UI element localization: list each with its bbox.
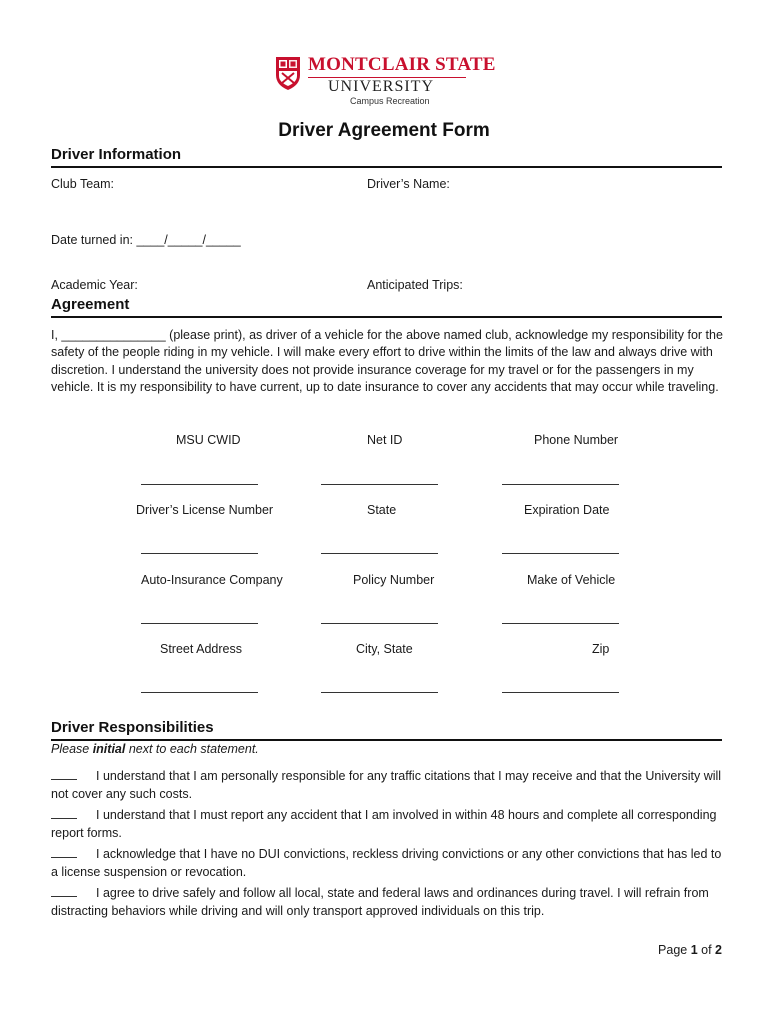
zip-input-line[interactable] — [502, 692, 619, 693]
phone-number-label: Phone Number — [534, 433, 619, 447]
city-state-input-line[interactable] — [321, 692, 438, 693]
initial-blank[interactable] — [51, 845, 77, 858]
section-divider — [51, 739, 722, 741]
page-number — [658, 943, 722, 957]
state-input-line[interactable] — [321, 553, 438, 554]
city-state-label: City, State — [356, 642, 413, 656]
logo-wordmark-university: UNIVERSITY — [328, 78, 434, 95]
make-of-vehicle-input-line[interactable] — [502, 623, 619, 624]
policy-number-label: Policy Number — [353, 573, 435, 587]
date-turned-in-field[interactable]: Date turned in: ____/_____/_____ — [51, 233, 241, 247]
street-address-label: Street Address — [160, 642, 242, 656]
page-current: 1 — [690, 943, 698, 957]
street-address-input-line[interactable] — [141, 692, 258, 693]
net-id-input-line[interactable] — [321, 484, 438, 485]
initial-blank[interactable] — [51, 884, 77, 897]
make-of-vehicle-label: Make of Vehicle — [527, 573, 616, 587]
statement-text: I agree to drive safely and follow all local, state and federal laws and ordinances during travel. I will refrain from distracting behaviors while driving and will only transport approved individuals on this trip. — [51, 886, 709, 918]
drivers-name-field[interactable]: Driver’s Name: — [367, 177, 450, 191]
instruction-emphasis: initial — [92, 742, 126, 756]
net-id-label: Net ID — [367, 433, 403, 447]
statement-text: I acknowledge that I have no DUI convictions, reckless driving convictions or any other convictions that has led to a license suspension or revocation. — [51, 847, 722, 879]
expiration-date-label: Expiration Date — [524, 503, 610, 517]
policy-number-input-line[interactable] — [321, 623, 438, 624]
academic-year-field[interactable]: Academic Year: — [51, 278, 138, 292]
page-total: 2 — [715, 943, 722, 957]
responsibility-statement — [51, 806, 726, 842]
driver-information-heading: Driver Information — [51, 146, 182, 163]
auto-insurance-company-label: Auto-Insurance Company — [141, 573, 283, 587]
responsibility-statement — [51, 767, 726, 803]
club-team-field[interactable]: Club Team: — [51, 177, 114, 191]
drivers-license-number-label: Driver’s License Number — [136, 503, 274, 517]
responsibility-statement — [51, 884, 726, 920]
page-of: of — [697, 943, 716, 957]
initial-blank[interactable] — [51, 767, 77, 780]
instruction-suffix: next to each statement. — [125, 742, 259, 756]
auto-insurance-input-line[interactable] — [141, 623, 258, 624]
instruction-prefix: Please — [51, 742, 93, 756]
drivers-license-input-line[interactable] — [141, 553, 258, 554]
msu-cwid-label: MSU CWID — [176, 433, 241, 447]
section-divider — [51, 166, 722, 168]
shield-icon — [274, 55, 302, 91]
anticipated-trips-field[interactable]: Anticipated Trips: — [367, 278, 463, 292]
agreement-paragraph: I, _______________ (please print), as driver of a vehicle for the above named club, acknowledge my responsibility for the safety of the people riding in my vehicle. I will make every effort to drive within the limits of the law and always drive with discretion. I understand the university does not provide insurance coverage for my travel or for the passengers in my vehicle. It is my responsibility to have current, up to date insurance to cover any accidents that may occur while traveling. — [51, 328, 723, 394]
initial-instruction — [51, 742, 259, 756]
section-divider — [51, 316, 722, 318]
page-word: Page — [658, 943, 691, 957]
phone-number-input-line[interactable] — [502, 484, 619, 485]
responsibility-statement — [51, 845, 726, 881]
statement-text: I understand that I must report any accident that I am involved in within 48 hours and complete all corresponding report forms. — [51, 808, 717, 840]
state-label: State — [367, 503, 397, 517]
expiration-date-input-line[interactable] — [502, 553, 619, 554]
form-title: Driver Agreement Form — [278, 120, 490, 141]
initial-blank[interactable] — [51, 806, 77, 819]
logo-wordmark-montclair: MONTCLAIR STATE — [308, 54, 496, 75]
driver-responsibilities-heading: Driver Responsibilities — [51, 719, 214, 736]
university-logo — [270, 50, 500, 112]
statement-text: I understand that I am personally responsible for any traffic citations that I may receive and that the University will not cover any such costs. — [51, 769, 722, 801]
zip-label: Zip — [592, 642, 610, 656]
agreement-heading: Agreement — [51, 296, 130, 313]
logo-department: Campus Recreation — [350, 96, 430, 106]
msu-cwid-input-line[interactable] — [141, 484, 258, 485]
